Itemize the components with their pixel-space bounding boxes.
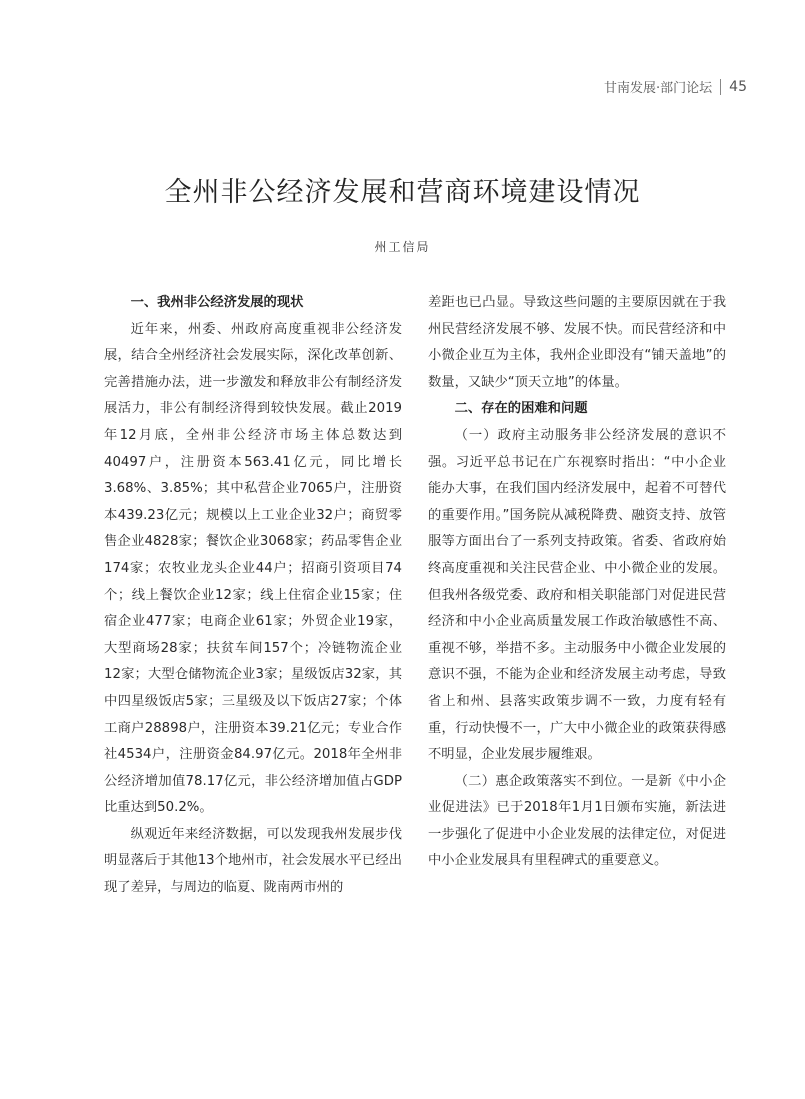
paragraph-2: 纵观近年来经济数据，可以发现我州发展步伐明显落后于其他13个地州市，社会发展水平已经出现了差异，与周边的临夏、陇南两市州的: [104, 826, 402, 896]
paragraph-4: （二）惠企政策落实不到位。一是新《中小企业促进法》已于2018年1月1日颁布实施，新法进一步强化了促进中小企业发展的法律定位，对促进中小企业发展具有里程碑式的重要意义。: [428, 773, 726, 869]
page-number: 45: [729, 78, 747, 95]
article-title: 全州非公经济发展和营商环境建设情况: [164, 177, 641, 208]
paragraph-3: （一）政府主动服务非公经济发展的意识不强。习近平总书记在广东视察时指出：“中小企业能办大事，在我们国内经济发展中，起着不可替代的重要作用。”国务院从减税降费、融资支持、放管服等方面出台了一系列支持政策。省委、省政府始终高度重视和关注民营企业、中小微企业的发展。但我州各级党委、政府和相关职能部门对促进民营经济和中小企业高质量发展工作政治敏感性不高、重视不够，举措不多。主动服务中小微企业发展的意识不强，不能为企业和经济发展主动考虑，导致省上和州、县落实政策步调不一致，力度有轻有重，行动快慢不一，广大中小微企业的政策获得感不明显，企业发展步履维艰。: [428, 427, 726, 763]
article-author: 州工信局: [374, 240, 431, 254]
section-name: 甘南发展·部门论坛: [604, 81, 713, 96]
left-column: [104, 290, 402, 902]
paragraph-2-continued: 差距也已凸显。导致这些问题的主要原因就在于我州民营经济发展不够、发展不快。而民营经济和中小微企业互为主体，我州企业即没有“铺天盖地”的数量，又缺少“顶天立地”的体量。: [428, 295, 726, 390]
section-heading-2: 二、存在的困难和问题: [454, 401, 588, 417]
paragraph-1: 近年来，州委、州政府高度重视非公经济发展，结合全州经济社会发展实际，深化改革创新、完善措施办法，进一步激发和释放非公有制经济发展活力，非公有制经济得到较快发展。截止2019年12月底，全州非公经济市场主体总数达到40497户，注册资本563.41亿元，同比增长3.68%、3.85%；其中私营企业7065户，注册资本439.23亿元；规模以上工业企业32户；商贸零售企业4828家；餐饮企业3068家；药品零售企业174家；农牧业龙头企业44户；招商引资项目74个；线上餐饮企业12家；线上住宿企业15家；住宿企业477家；电商企业61家；外贸企业19家，大型商场28家；扶贫车间157个；冷链物流企业12家；大型仓储物流企业3家；星级饭店32家，其中四星级饭店5家；三星级及以下饭店27家；个体工商户28898户，注册资本39.21亿元；专业合作社4534户，注册资金84.97亿元。2018年全州非公经济增加值78.17亿元，非公经济增加值占GDP比重达到50.2%。: [104, 321, 402, 816]
header-divider: [720, 79, 721, 95]
right-column: [428, 290, 726, 875]
section-heading-1: 一、我州非公经济发展的现状: [130, 295, 304, 310]
running-header: [604, 77, 747, 96]
